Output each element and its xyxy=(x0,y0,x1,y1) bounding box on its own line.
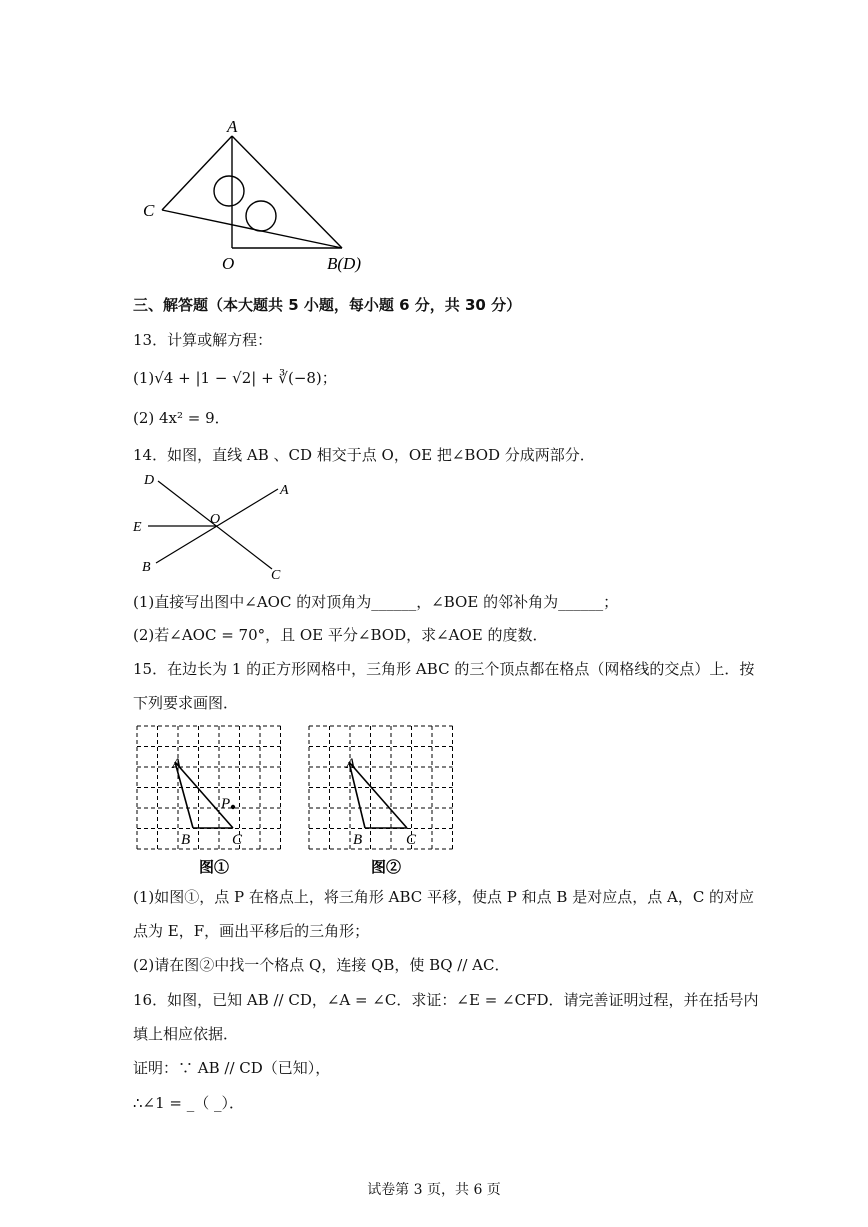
grid-figure-2 xyxy=(307,722,467,882)
circle-lower xyxy=(246,201,276,231)
q16-proof-line2: ∴∠1 = _（ _）． xyxy=(133,1094,245,1112)
label-o: O xyxy=(222,254,235,273)
q16-stem-line1: 16．如图，已知 AB // CD，∠A = ∠C．求证：∠E = ∠CFD．请完善证明过程，并在括号内 xyxy=(133,991,759,1009)
q14-stem: 14．如图，直线 AB 、CD 相交于点 O，OE 把∠BOD 分成两部分． xyxy=(133,446,595,464)
fig14-label-o: O xyxy=(210,512,221,527)
fig2-label-b: B xyxy=(353,832,363,848)
q15-stem-line1: 15．在边长为 1 的正方形网格中，三角形 ABC 的三个顶点都在格点（网格线的交点）上．按 xyxy=(133,660,755,678)
q13-part1: (1)√4 + |1 − √2| + ∛(−8)； xyxy=(133,369,337,387)
label-bd: B(D) xyxy=(327,254,361,273)
fig14-label-c: C xyxy=(271,568,281,583)
point-p xyxy=(231,805,235,809)
q15-part1-line1: (1)如图①，点 P 在格点上，将三角形 ABC 平移，使点 P 和点 B 是对应点，点 A，C 的对应 xyxy=(133,888,755,906)
fig14-label-d: D xyxy=(144,473,155,488)
line-a-b xyxy=(232,136,342,248)
fig14-label-a: A xyxy=(280,483,289,498)
q15-part1-line2: 点为 E，F，画出平移后的三角形； xyxy=(133,922,370,940)
fig1-label-b: B xyxy=(181,832,191,848)
line-a-c xyxy=(162,136,232,210)
triangle-figure-q12 xyxy=(130,110,390,280)
q16-stem-line2: 填上相应依据． xyxy=(133,1025,239,1043)
grid-figure-1 xyxy=(135,722,295,882)
q16-proof-line1: 证明：∵ AB // CD（已知）， xyxy=(133,1059,331,1077)
fig2-caption: 图② xyxy=(371,860,402,876)
fig2-label-a: A xyxy=(346,756,356,772)
q14-part2: (2)若∠AOC = 70°，且 OE 平分∠BOD，求∠AOE 的度数． xyxy=(133,626,548,644)
page-footer: 试卷第 3 页，共 6 页 xyxy=(367,1182,501,1198)
q14-part1: (1)直接写出图中∠AOC 的对顶角为______，∠BOE 的邻补角为______； xyxy=(133,593,619,611)
intersecting-lines-figure-q14 xyxy=(130,465,300,585)
fig1-label-p: P xyxy=(221,796,231,812)
line-c-b xyxy=(162,210,342,248)
fig2-label-c: C xyxy=(406,832,417,848)
fig14-label-b: B xyxy=(142,560,151,575)
q15-stem-line2: 下列要求画图． xyxy=(133,694,239,712)
q15-part2: (2)请在图②中找一个格点 Q，连接 QB，使 BQ // AC． xyxy=(133,956,510,974)
circle-upper xyxy=(214,176,244,206)
q13-part2: (2) 4x² = 9． xyxy=(133,409,230,427)
fig14-label-e: E xyxy=(133,520,142,535)
fig1-label-a: A xyxy=(172,756,182,772)
label-c: C xyxy=(143,201,155,220)
section-heading: 三、解答题（本大题共 5 小题，每小题 6 分，共 30 分） xyxy=(133,296,522,314)
fig1-caption: 图① xyxy=(199,860,230,876)
q13-stem: 13．计算或解方程： xyxy=(133,331,273,349)
fig1-label-c: C xyxy=(232,832,243,848)
label-a: A xyxy=(227,117,238,136)
